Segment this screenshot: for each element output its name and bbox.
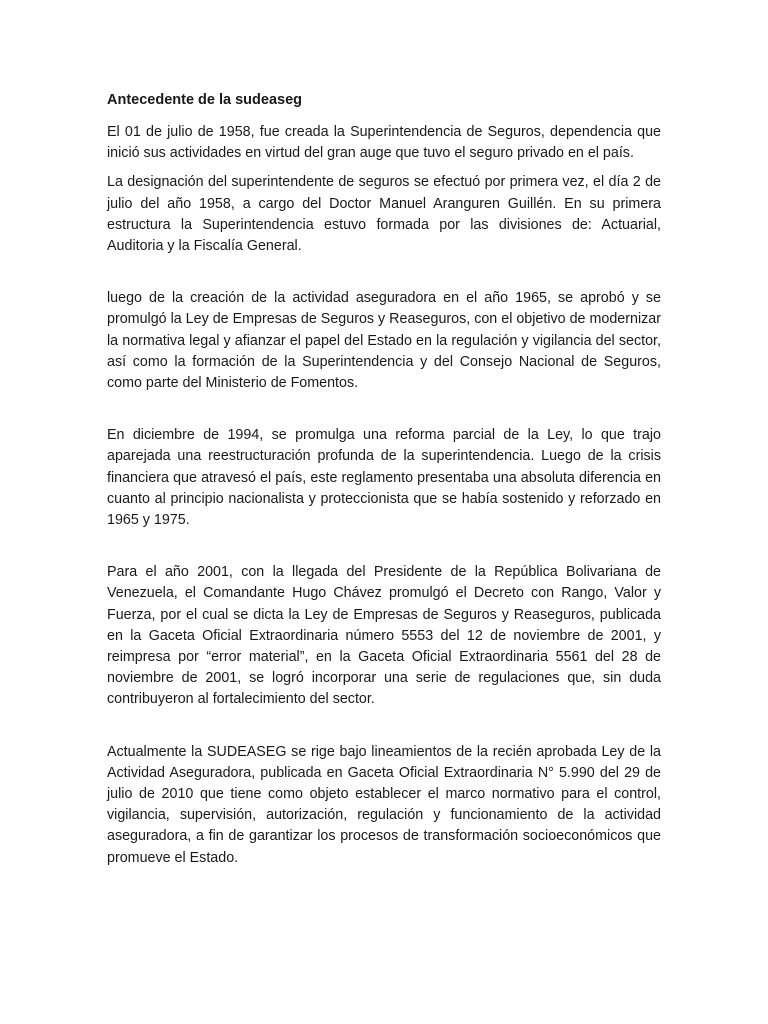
- paragraph-2001-decree: Para el año 2001, con la llegada del Presidente de la República Bolivariana de Venezuela, el Comandante Hugo Chávez promulgó el Decreto con Rango, Valor y Fuerza, por el cual se dicta la Ley de Empresas de Seguros y Reaseguros, publicada en la Gaceta Oficial Extraordinaria número 5553 del 12 de noviembre de 2001, y reimpresa por “error material”, en la Gaceta Oficial Extraordinaria 5561 del 28 de noviembre de 2001, se logró incorporar una serie de regulaciones que, sin duda contribuyeron al fortalecimiento del sector.: [107, 564, 661, 708]
- paragraph-1965-law: luego de la creación de la actividad aseguradora en el año 1965, se aprobó y se promulgó la Ley de Empresas de Seguros y Reaseguros, con el objetivo de modernizar la normativa legal y afianzar el papel del Estado en la regulación y vigilancia del sector, así como la formación de la Superintendencia y del Consejo Nacional de Seguros, como parte del Ministerio de Fomentos.: [107, 290, 661, 392]
- paragraph-founding: El 01 de julio de 1958, fue creada la Superintendencia de Seguros, dependencia que inició sus actividades en virtud del gran auge que tuvo el seguro privado en el país.: [107, 124, 661, 162]
- paragraph-2010-law: Actualmente la SUDEASEG se rige bajo lineamientos de la recién aprobada Ley de la Actividad Aseguradora, publicada en Gaceta Oficial Extraordinaria N° 5.990 del 29 de julio de 2010 que tiene como objeto establecer el marco normativo para el control, vigilancia, supervisión, autorización, regulación y funcionamiento de la actividad aseguradora, a fin de garantizar los procesos de transformación socioeconómicos que promueve el Estado.: [107, 743, 661, 866]
- paragraph-1994-reform: En diciembre de 1994, se promulga una reforma parcial de la Ley, lo que trajo aparejada una reestructuración profunda de la superintendencia. Luego de la crisis financiera que atravesó el país, este reglamento presentaba una absoluta diferencia en cuanto al principio nacionalista y proteccionista que se había sostenido y reforzado en 1965 y 1975.: [107, 427, 661, 529]
- document-page: [107, 90, 661, 869]
- document-title: Antecedente de la sudeaseg: [107, 92, 303, 108]
- paragraph-first-superintendent: La designación del superintendente de seguros se efectuó por primera vez, el día 2 de julio del año 1958, a cargo del Doctor Manuel Aranguren Guillén. En su primera estructura la Superintendencia estuvo formada por las divisiones de: Actuarial, Auditoria y la Fiscalía General.: [107, 174, 661, 255]
